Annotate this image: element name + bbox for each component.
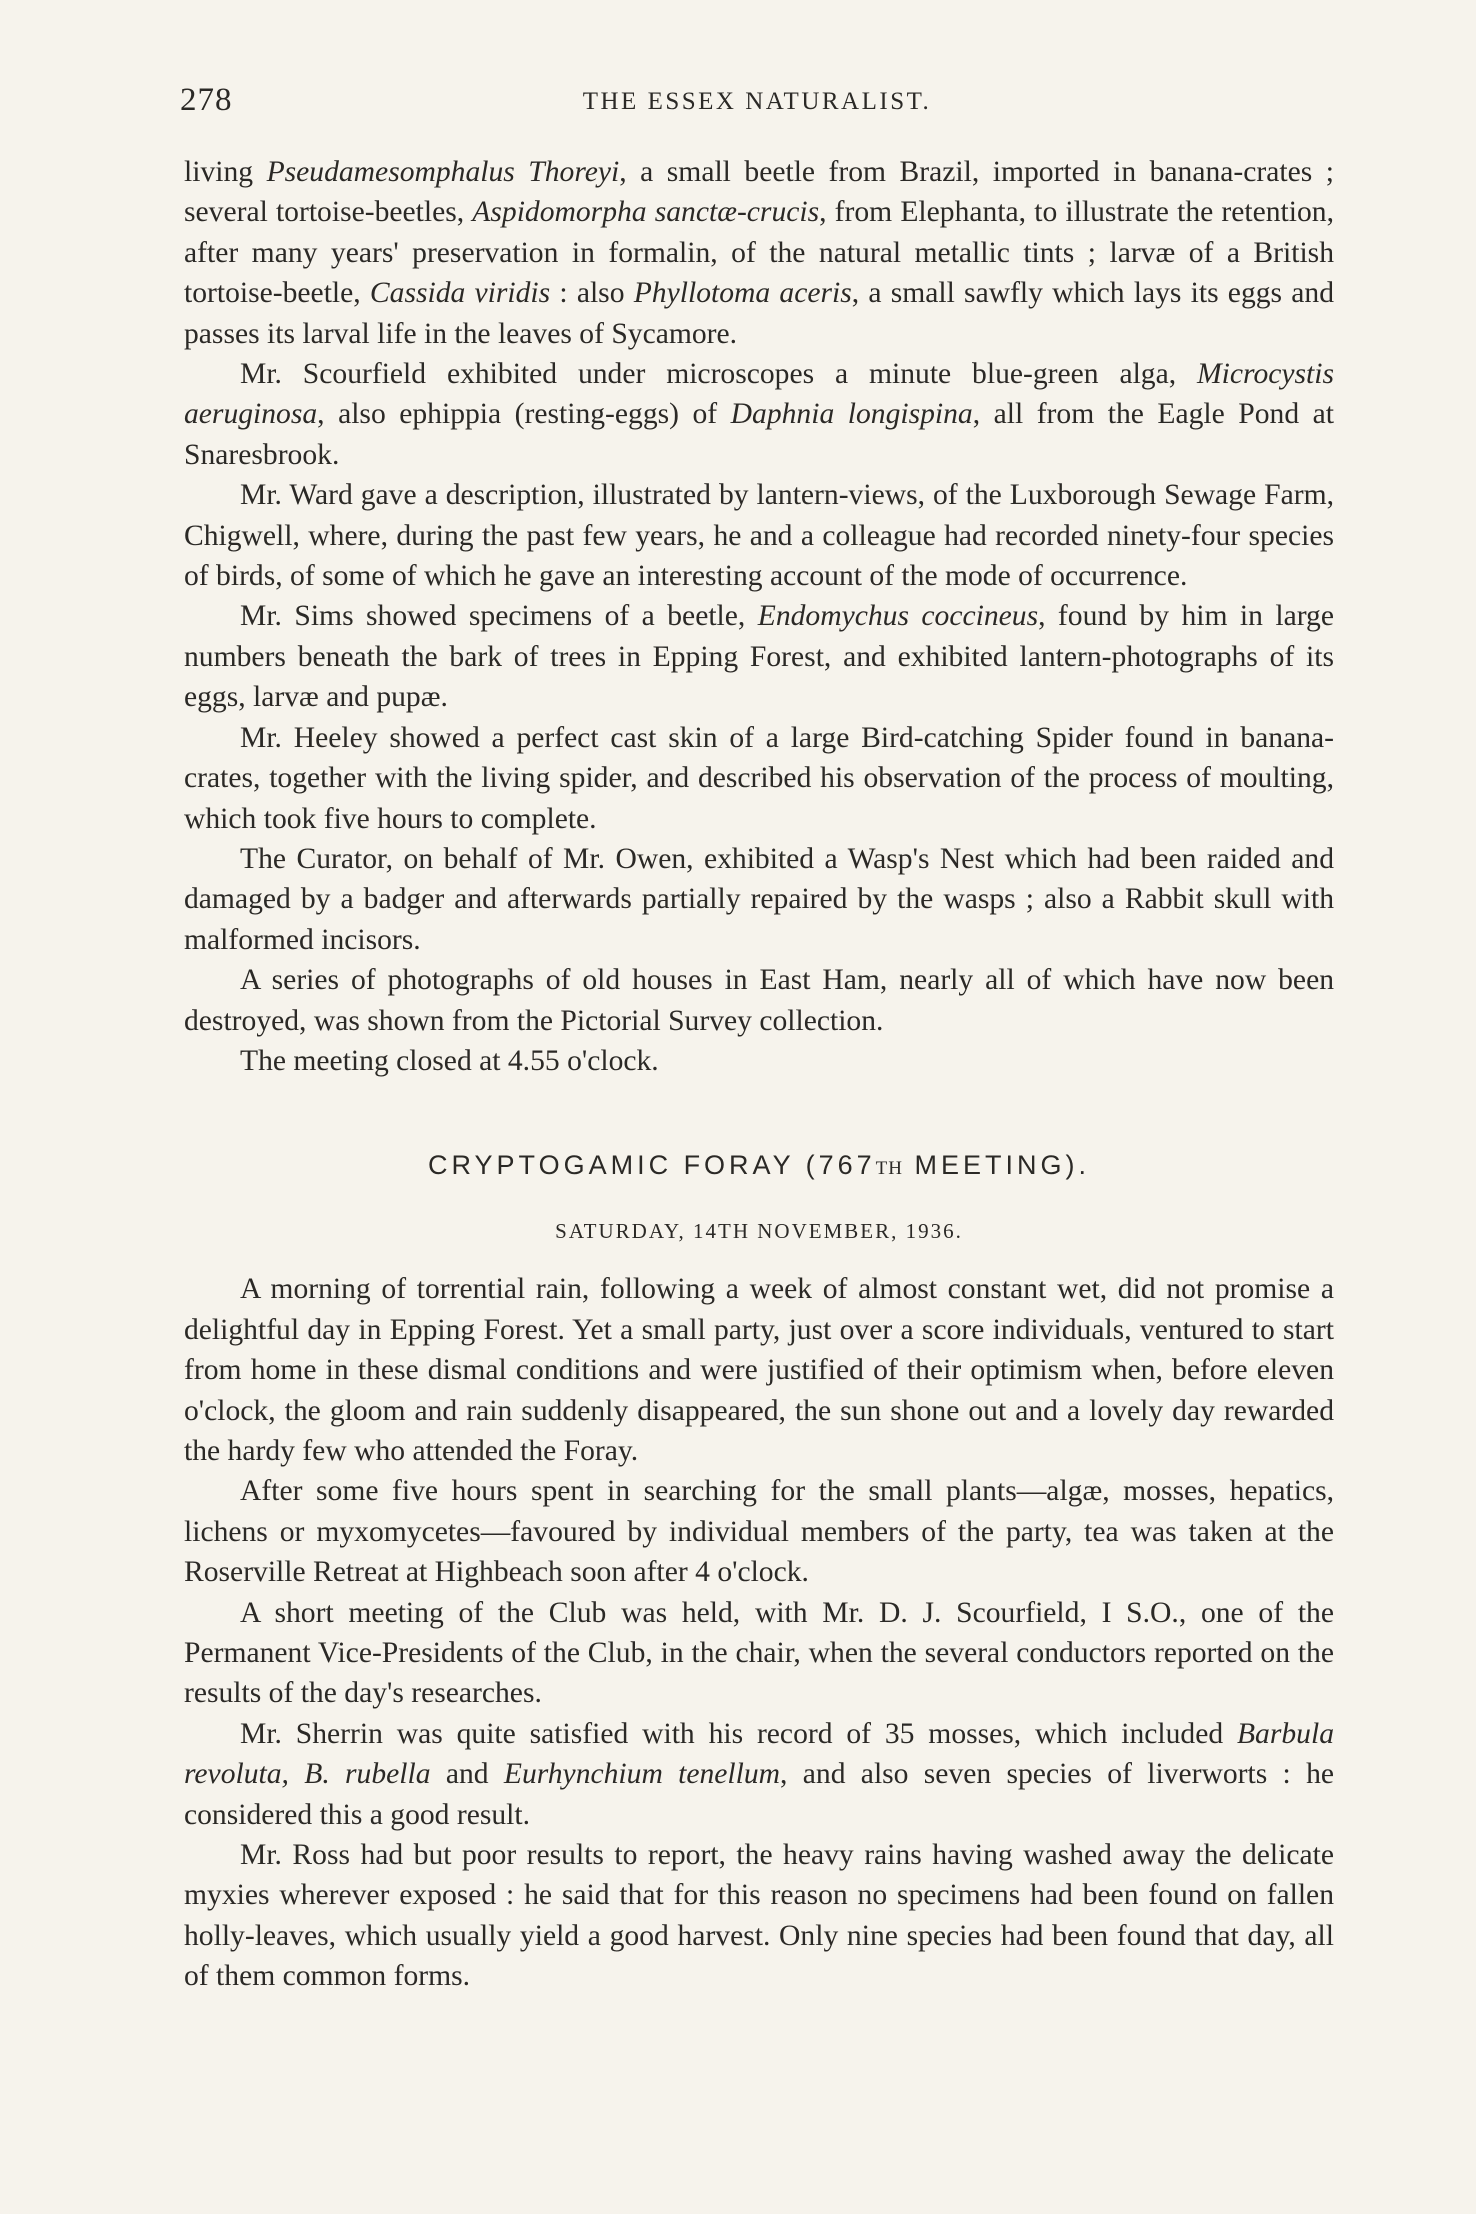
paragraph-text: , a small beetle from Brazil, imported in banana-crates ; several tortoise-beetles, [184,156,1334,229]
paragraph-text: A short meeting of the Club was held, with Mr. D. J. Scourfield, I S.O., one of the Permanent Vice-Presidents of the Club, in the chair, when the several conductors reported on the results of the day's researches. [184,1596,1334,1710]
paragraph-text: Mr. Sherrin was quite satisfied with his record of 35 mosses, which included [240,1717,1237,1750]
section-heading-text: CRYPTOGAMIC FORAY (767 [428,1150,876,1181]
paragraph-text: After some five hours spent in searching for the small plants—algæ, mosses, hepatics, lichens or myxomycetes—favoured by individual members of the party, tea was taken at the Roserville Retreat at Highbeach soon after 4 o'clock. [184,1475,1334,1589]
section-heading-text-end: MEETING). [902,1150,1090,1181]
paragraph [184,1835,1334,1997]
paragraph-text: The Curator, on behalf of Mr. Owen, exhibited a Wasp's Nest which had been raided and damaged by a badger and afterwards partially repaired by the wasps ; also a Rabbit skull with malformed incisors. [184,842,1334,956]
paragraph [184,839,1334,960]
italic-species-name: Microcystis aeruginosa [184,358,1334,431]
paragraph [184,354,1334,475]
paragraph [184,960,1334,1041]
paragraph-text: Mr. Ross had but poor results to report, the heavy rains having washed away the delicate myxies wherever exposed : he said that for this reason no specimens had been found on fallen holly-leaves, which usually yield a good harvest. Only nine species had been found that day, all of them common forms. [184,1839,1334,1993]
paragraph-text: , all from the Eagle Pond at Snaresbrook. [184,398,1334,471]
italic-species-name: Endomychus coccineus [757,600,1039,633]
paragraph-text: A morning of torrential rain, following a week of almost constant wet, did not promise a delightful day in Epping Forest. Yet a small party, just over a score individuals, ventured to start from home in these dismal conditions and were justified of their optimism when, before eleven o'clock, the gloom and rain suddenly disappeared, the sun shone out and a lovely day rewarded the hardy few who attended the Foray. [184,1273,1334,1467]
paragraph [184,152,1334,354]
paragraph [184,1593,1334,1714]
paragraph-text: living [184,156,267,188]
paragraph [184,718,1334,839]
paragraph-text: Mr. Heeley showed a perfect cast skin of a large Bird-catching Spider found in banana-crates, together with the living spider, and described his observation of the process of moulting, which took five hours to complete. [184,721,1334,835]
paragraph [184,1269,1334,1471]
foray-report-paragraphs [184,1269,1334,1996]
italic-species-name: Daphnia longispina [730,398,973,431]
paragraph-text: , and also seven species of liverworts : he considered this a good result. [184,1758,1335,1831]
section-date: SATURDAY, 14TH NOVEMBER, 1936. [555,1219,963,1244]
paragraph [184,475,1334,596]
italic-species-name: Cassida viridis [369,277,551,310]
paragraph-text: , also ephippia (resting-eggs) of [317,398,731,431]
page-number: 278 [180,82,233,118]
paragraph [184,596,1334,717]
italic-species-name: Barbula revoluta, B. rubella [184,1717,1334,1791]
paragraph [184,1714,1334,1835]
italic-species-name: Pseudamesomphalus Thoreyi [266,156,620,188]
journal-title: THE ESSEX NATURALIST. [582,88,932,115]
paragraph-text: , a small sawfly which lays its eggs and passes its larval life in the leaves of Sycamore. [184,277,1335,350]
paragraph-text: , found by him in large numbers beneath the bark of trees in Epping Forest, and exhibited lantern-photographs of its eggs, larvæ and pupæ. [184,600,1334,714]
paragraph-text: Mr. Ward gave a description, illustrated by lantern-views, of the Luxborough Sewage Farm, Chigwell, where, during the past few years, he and a colleague had recorded ninety-four species of birds, of some of which he gave an interesting account of the mode of occurrence. [184,479,1334,593]
article-body [184,152,1334,1997]
paragraph-text: , from Elephanta, to illustrate the retention, after many years' preservation in formalin, of the natural metallic tints ; larvæ of a British tortoise-beetle, [184,196,1334,310]
section-heading [184,1145,1334,1189]
italic-species-name: Aspidomorpha sanctæ-crucis [472,196,820,229]
paragraph [184,1041,1334,1081]
running-head [172,82,1342,122]
italic-species-name: Eurhynchium tenellum [503,1758,781,1791]
meeting-report-paragraphs [184,152,1334,1081]
paragraph-text: A series of photographs of old houses in East Ham, nearly all of which have now been destroyed, was shown from the Pictorial Survey collection. [184,964,1334,1037]
paragraph-text: and [430,1758,504,1791]
paragraph-text: Mr. Sims showed specimens of a beetle, [240,600,758,633]
paragraph-text: : also [550,277,634,310]
paragraph-text: The meeting closed at 4.55 o'clock. [240,1044,659,1077]
italic-species-name: Phyllotoma aceris [633,277,852,310]
paragraph-text: Mr. Scourfield exhibited under microscopes a minute blue-green alga, [240,358,1198,391]
paragraph [184,1471,1334,1592]
section-heading-ordinal: TH [875,1158,903,1180]
